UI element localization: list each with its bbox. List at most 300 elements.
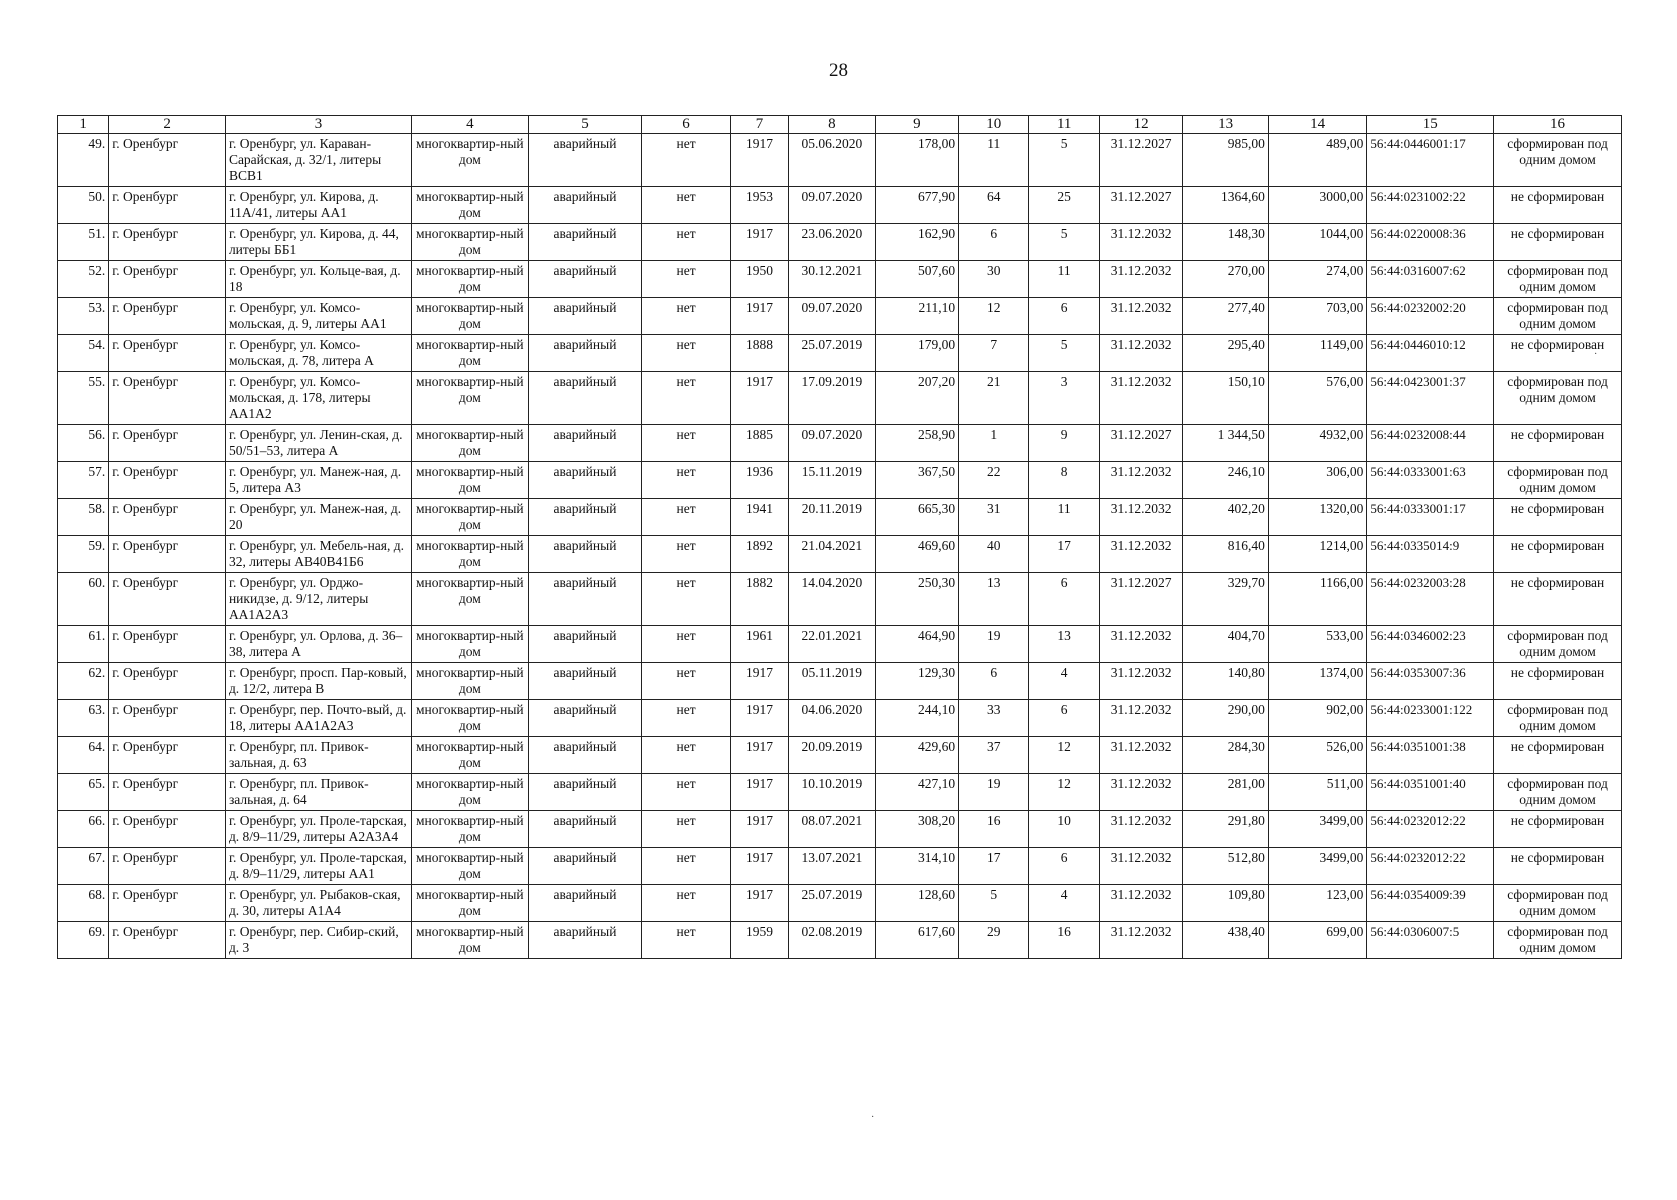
city-cell: г. Оренбург xyxy=(109,425,226,462)
flag-cell: нет xyxy=(642,462,731,499)
table-row xyxy=(58,425,1622,462)
residents-cell: 6 xyxy=(959,224,1029,261)
flag-cell: нет xyxy=(642,573,731,626)
units-cell: 5 xyxy=(1029,134,1099,187)
cadastral-number-cell: 56:44:0354009:39 xyxy=(1367,885,1494,922)
residents-cell: 40 xyxy=(959,536,1029,573)
year-cell: 1917 xyxy=(730,811,788,848)
area3-cell: 274,00 xyxy=(1268,261,1367,298)
flag-cell: нет xyxy=(642,224,731,261)
year-cell: 1892 xyxy=(730,536,788,573)
deadline-cell: 31.12.2032 xyxy=(1099,298,1182,335)
column-header: 8 xyxy=(789,116,875,134)
area3-cell: 1320,00 xyxy=(1268,499,1367,536)
cadastral-number-cell: 56:44:0232012:22 xyxy=(1367,811,1494,848)
date-cell: 15.11.2019 xyxy=(789,462,875,499)
city-cell: г. Оренбург xyxy=(109,774,226,811)
address-cell: г. Оренбург, ул. Проле-тарская, д. 8/9–11/29, литеры А2А3А4 xyxy=(225,811,411,848)
area2-cell: 1364,60 xyxy=(1183,187,1268,224)
building-type-cell: многоквартир-ный дом xyxy=(412,700,529,737)
city-cell: г. Оренбург xyxy=(109,885,226,922)
deadline-cell: 31.12.2032 xyxy=(1099,811,1182,848)
deadline-cell: 31.12.2032 xyxy=(1099,885,1182,922)
condition-cell: аварийный xyxy=(528,187,642,224)
units-cell: 11 xyxy=(1029,261,1099,298)
area2-cell: 816,40 xyxy=(1183,536,1268,573)
area2-cell: 284,30 xyxy=(1183,737,1268,774)
land-status-cell: не сформирован xyxy=(1494,811,1622,848)
condition-cell: аварийный xyxy=(528,261,642,298)
area3-cell: 576,00 xyxy=(1268,372,1367,425)
cadastral-number-cell: 56:44:0231002:22 xyxy=(1367,187,1494,224)
building-type-cell: многоквартир-ный дом xyxy=(412,187,529,224)
area-cell: 677,90 xyxy=(875,187,958,224)
flag-cell: нет xyxy=(642,848,731,885)
address-cell: г. Оренбург, пл. Привок-зальная, д. 63 xyxy=(225,737,411,774)
building-type-cell: многоквартир-ный дом xyxy=(412,922,529,959)
residents-cell: 37 xyxy=(959,737,1029,774)
condition-cell: аварийный xyxy=(528,462,642,499)
row-number: 52. xyxy=(58,261,109,298)
deadline-cell: 31.12.2027 xyxy=(1099,187,1182,224)
cadastral-number-cell: 56:44:0446001:17 xyxy=(1367,134,1494,187)
cadastral-number-cell: 56:44:0351001:40 xyxy=(1367,774,1494,811)
city-cell: г. Оренбург xyxy=(109,224,226,261)
date-cell: 04.06.2020 xyxy=(789,700,875,737)
scan-speck: · xyxy=(871,1112,875,1123)
building-type-cell: многоквартир-ный дом xyxy=(412,663,529,700)
flag-cell: нет xyxy=(642,425,731,462)
date-cell: 13.07.2021 xyxy=(789,848,875,885)
cadastral-number-cell: 56:44:0316007:62 xyxy=(1367,261,1494,298)
residents-cell: 11 xyxy=(959,134,1029,187)
cadastral-number-cell: 56:44:0233001:122 xyxy=(1367,700,1494,737)
deadline-cell: 31.12.2032 xyxy=(1099,499,1182,536)
flag-cell: нет xyxy=(642,499,731,536)
condition-cell: аварийный xyxy=(528,774,642,811)
area-cell: 244,10 xyxy=(875,700,958,737)
row-number: 55. xyxy=(58,372,109,425)
date-cell: 21.04.2021 xyxy=(789,536,875,573)
land-status-cell: не сформирован xyxy=(1494,224,1622,261)
address-cell: г. Оренбург, пер. Сибир-ский, д. 3 xyxy=(225,922,411,959)
area2-cell: 109,80 xyxy=(1183,885,1268,922)
area2-cell: 290,00 xyxy=(1183,700,1268,737)
residents-cell: 6 xyxy=(959,663,1029,700)
address-cell: г. Оренбург, ул. Проле-тарская, д. 8/9–11/29, литеры АА1 xyxy=(225,848,411,885)
cadastral-number-cell: 56:44:0220008:36 xyxy=(1367,224,1494,261)
building-type-cell: многоквартир-ный дом xyxy=(412,425,529,462)
units-cell: 5 xyxy=(1029,335,1099,372)
units-cell: 10 xyxy=(1029,811,1099,848)
date-cell: 14.04.2020 xyxy=(789,573,875,626)
date-cell: 10.10.2019 xyxy=(789,774,875,811)
land-status-cell: сформирован под одним домом xyxy=(1494,372,1622,425)
address-cell: г. Оренбург, ул. Кирова, д. 44, литеры ББ1 xyxy=(225,224,411,261)
cadastral-number-cell: 56:44:0232012:22 xyxy=(1367,848,1494,885)
area-cell: 469,60 xyxy=(875,536,958,573)
year-cell: 1917 xyxy=(730,663,788,700)
area-cell: 250,30 xyxy=(875,573,958,626)
condition-cell: аварийный xyxy=(528,700,642,737)
area-cell: 211,10 xyxy=(875,298,958,335)
flag-cell: нет xyxy=(642,663,731,700)
row-number: 50. xyxy=(58,187,109,224)
cadastral-number-cell: 56:44:0306007:5 xyxy=(1367,922,1494,959)
area3-cell: 526,00 xyxy=(1268,737,1367,774)
year-cell: 1917 xyxy=(730,700,788,737)
deadline-cell: 31.12.2032 xyxy=(1099,626,1182,663)
area3-cell: 1149,00 xyxy=(1268,335,1367,372)
deadline-cell: 31.12.2032 xyxy=(1099,700,1182,737)
condition-cell: аварийный xyxy=(528,663,642,700)
units-cell: 5 xyxy=(1029,224,1099,261)
area-cell: 665,30 xyxy=(875,499,958,536)
condition-cell: аварийный xyxy=(528,626,642,663)
units-cell: 6 xyxy=(1029,298,1099,335)
residents-cell: 64 xyxy=(959,187,1029,224)
area-cell: 162,90 xyxy=(875,224,958,261)
column-header: 12 xyxy=(1099,116,1182,134)
land-status-cell: не сформирован xyxy=(1494,425,1622,462)
address-cell: г. Оренбург, ул. Караван-Сарайская, д. 32/1, литеры ВСВ1 xyxy=(225,134,411,187)
residents-cell: 19 xyxy=(959,774,1029,811)
table-row xyxy=(58,737,1622,774)
area-cell: 179,00 xyxy=(875,335,958,372)
area3-cell: 3000,00 xyxy=(1268,187,1367,224)
area3-cell: 902,00 xyxy=(1268,700,1367,737)
row-number: 49. xyxy=(58,134,109,187)
units-cell: 4 xyxy=(1029,885,1099,922)
area-cell: 367,50 xyxy=(875,462,958,499)
year-cell: 1885 xyxy=(730,425,788,462)
area-cell: 507,60 xyxy=(875,261,958,298)
deadline-cell: 31.12.2027 xyxy=(1099,573,1182,626)
cadastral-number-cell: 56:44:0232002:20 xyxy=(1367,298,1494,335)
residents-cell: 30 xyxy=(959,261,1029,298)
condition-cell: аварийный xyxy=(528,885,642,922)
building-type-cell: многоквартир-ный дом xyxy=(412,536,529,573)
city-cell: г. Оренбург xyxy=(109,922,226,959)
building-type-cell: многоквартир-ный дом xyxy=(412,573,529,626)
date-cell: 09.07.2020 xyxy=(789,187,875,224)
area-cell: 464,90 xyxy=(875,626,958,663)
condition-cell: аварийный xyxy=(528,372,642,425)
cadastral-number-cell: 56:44:0232008:44 xyxy=(1367,425,1494,462)
area-cell: 207,20 xyxy=(875,372,958,425)
year-cell: 1917 xyxy=(730,298,788,335)
address-cell: г. Оренбург, ул. Мебель-ная, д. 32, литеры АВ40В41Б6 xyxy=(225,536,411,573)
year-cell: 1917 xyxy=(730,885,788,922)
units-cell: 25 xyxy=(1029,187,1099,224)
land-status-cell: сформирован под одним домом xyxy=(1494,774,1622,811)
column-header: 16 xyxy=(1494,116,1622,134)
area-cell: 314,10 xyxy=(875,848,958,885)
condition-cell: аварийный xyxy=(528,335,642,372)
date-cell: 02.08.2019 xyxy=(789,922,875,959)
city-cell: г. Оренбург xyxy=(109,737,226,774)
date-cell: 05.11.2019 xyxy=(789,663,875,700)
units-cell: 12 xyxy=(1029,737,1099,774)
table-row xyxy=(58,536,1622,573)
building-type-cell: многоквартир-ный дом xyxy=(412,462,529,499)
building-type-cell: многоквартир-ный дом xyxy=(412,372,529,425)
date-cell: 23.06.2020 xyxy=(789,224,875,261)
building-type-cell: многоквартир-ный дом xyxy=(412,626,529,663)
row-number: 64. xyxy=(58,737,109,774)
deadline-cell: 31.12.2027 xyxy=(1099,425,1182,462)
area3-cell: 533,00 xyxy=(1268,626,1367,663)
cadastral-number-cell: 56:44:0446010:12 xyxy=(1367,335,1494,372)
address-cell: г. Оренбург, ул. Манеж-ная, д. 20 xyxy=(225,499,411,536)
residents-cell: 33 xyxy=(959,700,1029,737)
row-number: 59. xyxy=(58,536,109,573)
page-number: 28 xyxy=(829,60,848,81)
area-cell: 308,20 xyxy=(875,811,958,848)
year-cell: 1917 xyxy=(730,737,788,774)
area2-cell: 329,70 xyxy=(1183,573,1268,626)
row-number: 66. xyxy=(58,811,109,848)
area-cell: 178,00 xyxy=(875,134,958,187)
row-number: 69. xyxy=(58,922,109,959)
area2-cell: 150,10 xyxy=(1183,372,1268,425)
units-cell: 16 xyxy=(1029,922,1099,959)
address-cell: г. Оренбург, пл. Привок-зальная, д. 64 xyxy=(225,774,411,811)
units-cell: 12 xyxy=(1029,774,1099,811)
condition-cell: аварийный xyxy=(528,298,642,335)
area3-cell: 699,00 xyxy=(1268,922,1367,959)
land-status-cell: сформирован под одним домом xyxy=(1494,626,1622,663)
row-number: 65. xyxy=(58,774,109,811)
condition-cell: аварийный xyxy=(528,134,642,187)
area2-cell: 281,00 xyxy=(1183,774,1268,811)
address-cell: г. Оренбург, просп. Пар-ковый, д. 12/2, литера В xyxy=(225,663,411,700)
address-cell: г. Оренбург, ул. Ленин-ская, д. 50/51–53, литера А xyxy=(225,425,411,462)
column-header: 1 xyxy=(58,116,109,134)
building-type-cell: многоквартир-ный дом xyxy=(412,811,529,848)
land-status-cell: сформирован под одним домом xyxy=(1494,700,1622,737)
row-number: 68. xyxy=(58,885,109,922)
date-cell: 17.09.2019 xyxy=(789,372,875,425)
residents-cell: 21 xyxy=(959,372,1029,425)
residents-cell: 17 xyxy=(959,848,1029,885)
deadline-cell: 31.12.2032 xyxy=(1099,462,1182,499)
units-cell: 17 xyxy=(1029,536,1099,573)
land-status-cell: не сформирован xyxy=(1494,573,1622,626)
area-cell: 427,10 xyxy=(875,774,958,811)
table-row xyxy=(58,224,1622,261)
deadline-cell: 31.12.2027 xyxy=(1099,134,1182,187)
land-status-cell: сформирован под одним домом xyxy=(1494,298,1622,335)
column-header: 5 xyxy=(528,116,642,134)
address-cell: г. Оренбург, ул. Орджо-никидзе, д. 9/12, литеры АА1А2А3 xyxy=(225,573,411,626)
area3-cell: 1166,00 xyxy=(1268,573,1367,626)
table-row xyxy=(58,261,1622,298)
table-row xyxy=(58,922,1622,959)
building-type-cell: многоквартир-ный дом xyxy=(412,224,529,261)
flag-cell: нет xyxy=(642,261,731,298)
table-row xyxy=(58,134,1622,187)
units-cell: 13 xyxy=(1029,626,1099,663)
year-cell: 1917 xyxy=(730,224,788,261)
area3-cell: 3499,00 xyxy=(1268,811,1367,848)
area2-cell: 404,70 xyxy=(1183,626,1268,663)
land-status-cell: не сформирован xyxy=(1494,737,1622,774)
row-number: 63. xyxy=(58,700,109,737)
deadline-cell: 31.12.2032 xyxy=(1099,261,1182,298)
address-cell: г. Оренбург, ул. Комсо-мольская, д. 78, литера А xyxy=(225,335,411,372)
column-header: 9 xyxy=(875,116,958,134)
land-status-cell: сформирован под одним домом xyxy=(1494,922,1622,959)
cadastral-number-cell: 56:44:0353007:36 xyxy=(1367,663,1494,700)
year-cell: 1888 xyxy=(730,335,788,372)
area-cell: 429,60 xyxy=(875,737,958,774)
area-cell: 617,60 xyxy=(875,922,958,959)
area3-cell: 1214,00 xyxy=(1268,536,1367,573)
land-status-cell: не сформирован xyxy=(1494,187,1622,224)
city-cell: г. Оренбург xyxy=(109,298,226,335)
residents-cell: 5 xyxy=(959,885,1029,922)
condition-cell: аварийный xyxy=(528,848,642,885)
table-row xyxy=(58,462,1622,499)
area2-cell: 140,80 xyxy=(1183,663,1268,700)
row-number: 61. xyxy=(58,626,109,663)
scan-speck: · xyxy=(1594,349,1598,360)
year-cell: 1917 xyxy=(730,372,788,425)
cadastral-number-cell: 56:44:0423001:37 xyxy=(1367,372,1494,425)
date-cell: 25.07.2019 xyxy=(789,335,875,372)
building-type-cell: многоквартир-ный дом xyxy=(412,261,529,298)
table-row xyxy=(58,335,1622,372)
column-header: 7 xyxy=(730,116,788,134)
row-number: 67. xyxy=(58,848,109,885)
row-number: 51. xyxy=(58,224,109,261)
year-cell: 1941 xyxy=(730,499,788,536)
table-row xyxy=(58,626,1622,663)
building-type-cell: многоквартир-ный дом xyxy=(412,335,529,372)
city-cell: г. Оренбург xyxy=(109,663,226,700)
area3-cell: 489,00 xyxy=(1268,134,1367,187)
area2-cell: 1 344,50 xyxy=(1183,425,1268,462)
deadline-cell: 31.12.2032 xyxy=(1099,774,1182,811)
area3-cell: 703,00 xyxy=(1268,298,1367,335)
flag-cell: нет xyxy=(642,298,731,335)
flag-cell: нет xyxy=(642,335,731,372)
units-cell: 4 xyxy=(1029,663,1099,700)
city-cell: г. Оренбург xyxy=(109,261,226,298)
building-type-cell: многоквартир-ный дом xyxy=(412,885,529,922)
land-status-cell: сформирован под одним домом xyxy=(1494,261,1622,298)
residents-cell: 13 xyxy=(959,573,1029,626)
column-header: 4 xyxy=(412,116,529,134)
table-row xyxy=(58,811,1622,848)
date-cell: 20.09.2019 xyxy=(789,737,875,774)
city-cell: г. Оренбург xyxy=(109,700,226,737)
deadline-cell: 31.12.2032 xyxy=(1099,536,1182,573)
year-cell: 1882 xyxy=(730,573,788,626)
year-cell: 1961 xyxy=(730,626,788,663)
table-row xyxy=(58,885,1622,922)
cadastral-number-cell: 56:44:0351001:38 xyxy=(1367,737,1494,774)
flag-cell: нет xyxy=(642,922,731,959)
city-cell: г. Оренбург xyxy=(109,848,226,885)
residents-cell: 7 xyxy=(959,335,1029,372)
address-cell: г. Оренбург, ул. Манеж-ная, д. 5, литера А3 xyxy=(225,462,411,499)
date-cell: 22.01.2021 xyxy=(789,626,875,663)
date-cell: 25.07.2019 xyxy=(789,885,875,922)
table-header xyxy=(58,116,1622,134)
column-header: 11 xyxy=(1029,116,1099,134)
year-cell: 1959 xyxy=(730,922,788,959)
area3-cell: 306,00 xyxy=(1268,462,1367,499)
city-cell: г. Оренбург xyxy=(109,536,226,573)
area2-cell: 402,20 xyxy=(1183,499,1268,536)
table-row xyxy=(58,372,1622,425)
area2-cell: 277,40 xyxy=(1183,298,1268,335)
cadastral-number-cell: 56:44:0333001:17 xyxy=(1367,499,1494,536)
area3-cell: 123,00 xyxy=(1268,885,1367,922)
row-number: 54. xyxy=(58,335,109,372)
building-type-cell: многоквартир-ный дом xyxy=(412,848,529,885)
residents-cell: 31 xyxy=(959,499,1029,536)
area2-cell: 512,80 xyxy=(1183,848,1268,885)
land-status-cell: сформирован под одним домом xyxy=(1494,885,1622,922)
city-cell: г. Оренбург xyxy=(109,499,226,536)
column-header: 6 xyxy=(642,116,731,134)
flag-cell: нет xyxy=(642,700,731,737)
units-cell: 9 xyxy=(1029,425,1099,462)
column-header: 13 xyxy=(1183,116,1268,134)
area2-cell: 148,30 xyxy=(1183,224,1268,261)
residents-cell: 19 xyxy=(959,626,1029,663)
year-cell: 1917 xyxy=(730,848,788,885)
table-row xyxy=(58,700,1622,737)
residents-cell: 22 xyxy=(959,462,1029,499)
land-status-cell: не сформирован xyxy=(1494,663,1622,700)
units-cell: 6 xyxy=(1029,848,1099,885)
cadastral-number-cell: 56:44:0346002:23 xyxy=(1367,626,1494,663)
address-cell: г. Оренбург, ул. Комсо-мольская, д. 178, литеры АА1А2 xyxy=(225,372,411,425)
year-cell: 1950 xyxy=(730,261,788,298)
condition-cell: аварийный xyxy=(528,573,642,626)
deadline-cell: 31.12.2032 xyxy=(1099,848,1182,885)
city-cell: г. Оренбург xyxy=(109,573,226,626)
address-cell: г. Оренбург, ул. Кирова, д. 11А/41, литеры АА1 xyxy=(225,187,411,224)
table-row xyxy=(58,298,1622,335)
units-cell: 8 xyxy=(1029,462,1099,499)
area2-cell: 295,40 xyxy=(1183,335,1268,372)
year-cell: 1917 xyxy=(730,774,788,811)
condition-cell: аварийный xyxy=(528,922,642,959)
land-status-cell: не сформирован xyxy=(1494,848,1622,885)
area3-cell: 3499,00 xyxy=(1268,848,1367,885)
area2-cell: 985,00 xyxy=(1183,134,1268,187)
residents-cell: 16 xyxy=(959,811,1029,848)
condition-cell: аварийный xyxy=(528,499,642,536)
flag-cell: нет xyxy=(642,536,731,573)
row-number: 60. xyxy=(58,573,109,626)
date-cell: 05.06.2020 xyxy=(789,134,875,187)
date-cell: 09.07.2020 xyxy=(789,298,875,335)
column-header: 3 xyxy=(225,116,411,134)
deadline-cell: 31.12.2032 xyxy=(1099,224,1182,261)
deadline-cell: 31.12.2032 xyxy=(1099,737,1182,774)
column-number-row xyxy=(58,116,1622,134)
table-row xyxy=(58,187,1622,224)
address-cell: г. Оренбург, ул. Кольце-вая, д. 18 xyxy=(225,261,411,298)
address-cell: г. Оренбург, пер. Почто-вый, д. 18, литеры АА1А2А3 xyxy=(225,700,411,737)
housing-registry-table xyxy=(57,115,1622,959)
